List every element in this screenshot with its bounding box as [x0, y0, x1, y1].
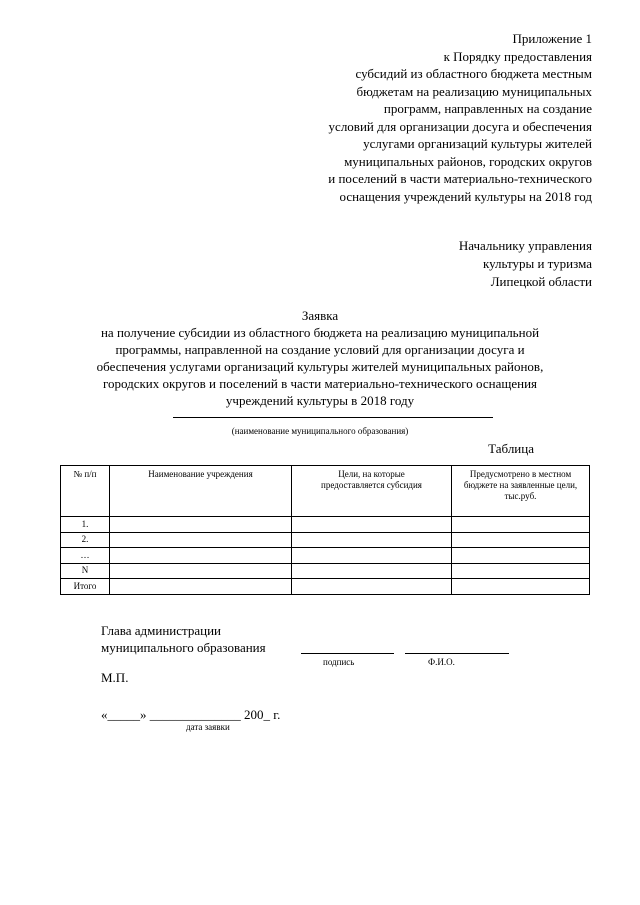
addressee-line: Начальнику управления	[458, 238, 592, 253]
signature-line2: муниципального образования	[101, 640, 266, 655]
header-budget: Предусмотрено в местном бюджете на заявленные цели, тыс.руб.	[452, 466, 590, 517]
table-row	[61, 548, 590, 564]
row-institution-cell	[110, 548, 292, 564]
header-goals: Цели, на которые предоставляется субсидия	[292, 466, 452, 517]
stamp-label: М.П.	[101, 670, 129, 685]
header-institution: Наименование учреждения	[110, 466, 292, 517]
table-header-row	[61, 466, 590, 517]
row-goals-cell	[292, 548, 452, 564]
row-budget-cell	[452, 563, 590, 579]
row-number: N	[61, 563, 110, 579]
row-goals-cell	[292, 517, 452, 533]
addressee-line: Липецкой области	[490, 274, 592, 289]
application-line: на получение субсидии из областного бюджета на реализацию муниципальной	[100, 325, 540, 340]
row-budget-cell	[452, 532, 590, 548]
row-budget-cell	[452, 517, 590, 533]
header-number: № п/п	[61, 466, 110, 517]
appendix-line: условий для организации досуга и обеспечения	[328, 118, 592, 134]
appendix-line: и поселений в части материально-технического	[328, 171, 592, 186]
application-line: городских округов и поселений в части материально-технического оснащения	[102, 376, 538, 391]
application-line: учреждений культуры в 2018 году	[225, 393, 415, 408]
name-caption: Ф.И.О.	[428, 657, 455, 667]
signature-caption: подпись	[323, 657, 355, 667]
appendix-line: услугами организаций культуры жителей	[363, 136, 592, 151]
row-budget-cell	[452, 579, 590, 595]
table-label: Таблица	[488, 441, 534, 456]
row-number: 2.	[61, 532, 110, 548]
row-goals-cell	[292, 579, 452, 595]
row-institution-cell	[110, 517, 292, 533]
signature-line1: Глава администрации	[101, 623, 222, 638]
appendix-line: к Порядку предоставления	[443, 48, 592, 64]
appendix-line: бюджетам на реализацию муниципальных	[356, 83, 592, 99]
date-line: «_____» ______________ 200_ г.	[101, 707, 281, 722]
appendix-line: Приложение 1	[512, 31, 592, 46]
signature-line	[301, 653, 394, 654]
row-institution-cell	[110, 579, 292, 595]
table-row	[61, 532, 590, 548]
row-goals-cell	[292, 532, 452, 548]
appendix-line: программ, направленных на создание	[383, 101, 592, 116]
row-number: Итого	[61, 579, 110, 595]
row-institution-cell	[110, 563, 292, 579]
name-line	[405, 653, 509, 654]
application-title: Заявка	[301, 308, 339, 323]
row-number: …	[61, 548, 110, 564]
application-line: программы, направленной на создание условий для организации досуга и	[115, 342, 525, 357]
municipality-caption: (наименование муниципального образования)	[231, 426, 409, 436]
application-table	[60, 465, 590, 595]
row-goals-cell	[292, 563, 452, 579]
table-total-row	[61, 579, 590, 595]
table-row	[61, 563, 590, 579]
row-number: 1.	[61, 517, 110, 533]
row-institution-cell	[110, 532, 292, 548]
table-row	[61, 517, 590, 533]
date-caption: дата заявки	[186, 722, 230, 732]
appendix-line: оснащения учреждений культуры на 2018 год	[339, 188, 592, 204]
appendix-line: муниципальных районов, городских округов	[344, 153, 592, 169]
appendix-line: субсидий из областного бюджета местным	[355, 66, 592, 81]
addressee-line: культуры и туризма	[482, 256, 592, 271]
application-line: обеспечения услугами организаций культуры жителей муниципальных районов,	[96, 359, 544, 374]
municipality-name-line	[173, 417, 493, 418]
row-budget-cell	[452, 548, 590, 564]
